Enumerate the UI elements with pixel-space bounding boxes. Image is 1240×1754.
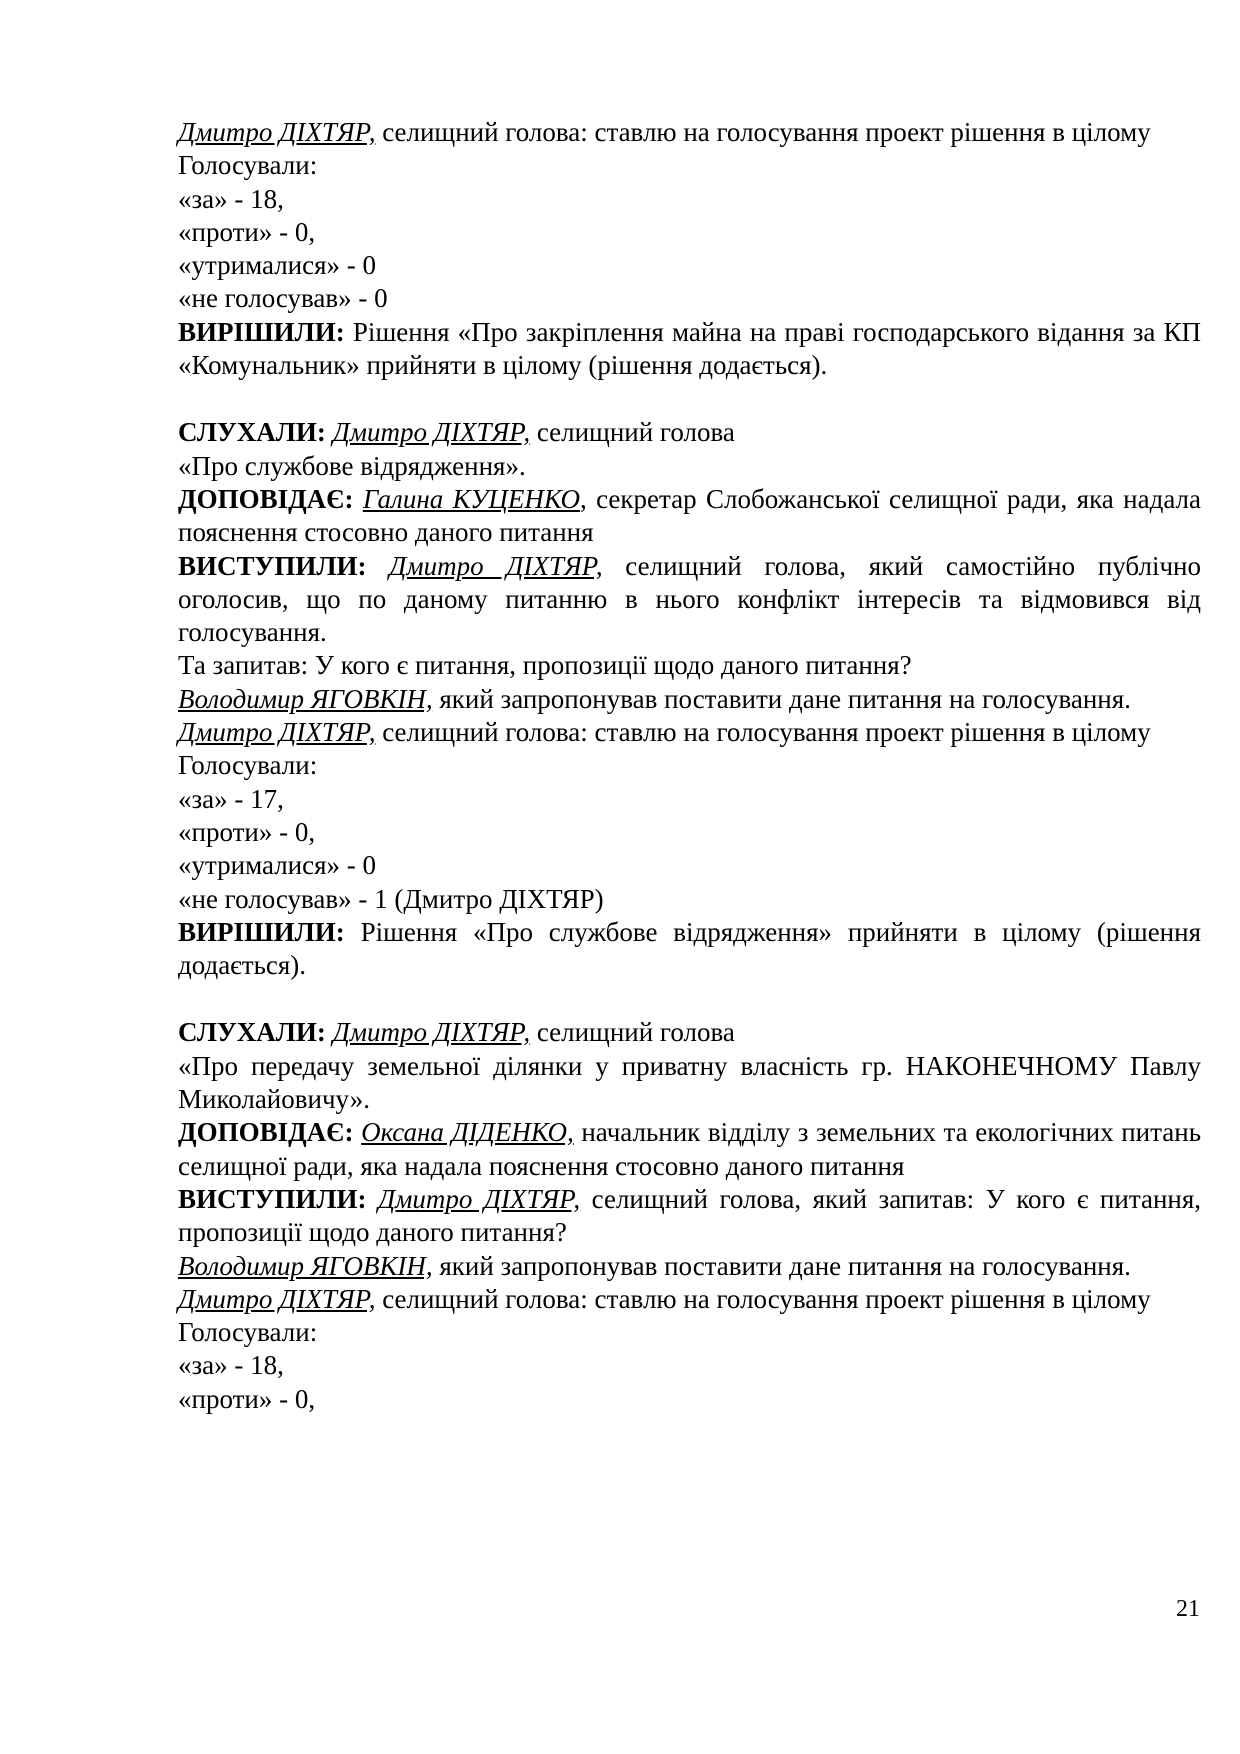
vote-abstain: «утрималися» - 0 [178, 850, 377, 881]
proposal-text: який запропонував поставити дане питання на голосування. [432, 683, 1131, 714]
speaker-name: Дмитро ДІХТЯР, [389, 550, 603, 581]
spoke-label: ВИСТУПИЛИ: [178, 1183, 367, 1214]
vote-for: «за» - 17, [178, 783, 284, 814]
proposal-paragraph [178, 683, 1201, 716]
vote-abstain: «утрималися» - 0 [178, 250, 377, 281]
proposal-text: який запропонував поставити дане питання на голосування. [432, 1250, 1131, 1281]
vote-not-voted: «не голосував» - 0 [178, 283, 388, 314]
reports-text: начальник відділу з земельних та екологічних питань селищної ради, яка надала пояснення стосовно даного питання [178, 1117, 1202, 1181]
decided-label: ВИРІШИЛИ: [178, 316, 345, 347]
speaker-name: Дмитро ДІХТЯР, [377, 1183, 581, 1214]
vote-caller-name: Дмитро ДІХТЯР, [178, 717, 376, 748]
vote-not-voted: «не голосував» - 1 (Дмитро ДІХТЯР) [178, 883, 604, 914]
agenda-item-business-trip [178, 416, 1201, 982]
heard-name: Дмитро ДІХТЯР, [332, 417, 531, 448]
vote-call-text: селищний голова: ставлю на голосування проект рішення в цілому [375, 717, 1151, 748]
proposer-name: Володимир ЯГОВКІН, [178, 1250, 433, 1281]
decision-text: Рішення «Про закріплення майна на праві господарського відання за КП «Комунальник» прийняти в цілому (рішення додається). [178, 316, 1201, 381]
agenda-topic: «Про передачу земельної ділянки у приватну власність гр. НАКОНЕЧНОМУ Павлу Миколайовичу». [178, 1050, 1201, 1115]
decided-label: ВИРІШИЛИ: [178, 916, 345, 947]
voted-header: Голосували: [178, 150, 318, 181]
vote-call-paragraph [178, 116, 1201, 149]
vote-caller-name: Дмитро ДІХТЯР, [178, 1283, 376, 1314]
vote-call-paragraph [178, 716, 1201, 749]
heard-paragraph [178, 1016, 1201, 1049]
reports-label: ДОПОВІДАЄ: [178, 1117, 354, 1148]
heard-name: Дмитро ДІХТЯР, [332, 1017, 531, 1048]
heard-role: селищний голова [530, 1017, 735, 1048]
vote-against: «проти» - 0, [178, 216, 316, 247]
reports-paragraph [178, 1116, 1201, 1183]
reports-label: ДОПОВІДАЄ: [178, 483, 354, 514]
spoke-text: селищний голова, який самостійно публічно оголосив, що по даному питанню в нього конфлікт інтересів та відмовився від голосування. [178, 550, 1202, 648]
section-spacer [178, 382, 1201, 416]
voted-header: Голосували: [178, 1317, 318, 1348]
agenda-item-land-transfer [178, 1016, 1201, 1416]
vote-call-text: селищний голова: ставлю на голосування проект рішення в цілому [375, 117, 1151, 147]
decision-paragraph [178, 916, 1201, 983]
proposal-paragraph [178, 1250, 1201, 1283]
heard-label: СЛУХАЛИ: [178, 417, 326, 448]
document-body [178, 116, 1201, 1416]
heard-role: селищний голова [530, 417, 735, 448]
spoke-paragraph [178, 550, 1201, 650]
page-number: 21 [1176, 1596, 1200, 1622]
vote-caller-name: Дмитро ДІХТЯР, [178, 117, 376, 147]
heard-label: СЛУХАЛИ: [178, 1017, 326, 1048]
question-paragraph: Та запитав: У кого є питання, пропозиції щодо даного питання? [178, 650, 912, 681]
voted-header: Голосували: [178, 750, 318, 781]
decision-text: Рішення «Про службове відрядження» прийняти в цілому (рішення додається). [178, 916, 1201, 981]
vote-call-text: селищний голова: ставлю на голосування проект рішення в цілому [375, 1283, 1151, 1314]
vote-against: «проти» - 0, [178, 816, 316, 847]
heard-paragraph [178, 416, 1201, 449]
spoke-label: ВИСТУПИЛИ: [178, 550, 367, 581]
vote-for: «за» - 18, [178, 183, 284, 214]
spoke-paragraph [178, 1183, 1201, 1250]
spoke-text: селищний голова, який запитав: У кого є питання, пропозиції щодо даного питання? [178, 1183, 1202, 1248]
vote-against: «проти» - 0, [178, 1383, 316, 1414]
vote-call-paragraph [178, 1283, 1201, 1316]
reporter-name: Галина КУЦЕНКО [362, 483, 580, 514]
vote-for: «за» - 18, [178, 1350, 284, 1381]
proposer-name: Володимир ЯГОВКІН, [178, 683, 433, 714]
reporter-name: Оксана ДІДЕНКО, [361, 1117, 574, 1148]
reports-text: , секретар Слобожанської селищної ради, яка надала пояснення стосовно даного питання [178, 483, 1201, 548]
decision-paragraph [178, 316, 1201, 383]
section-spacer [178, 982, 1201, 1016]
agenda-topic: «Про службове відрядження». [178, 450, 526, 481]
agenda-item-property-assignment-end [178, 116, 1201, 382]
reports-paragraph [178, 483, 1201, 550]
